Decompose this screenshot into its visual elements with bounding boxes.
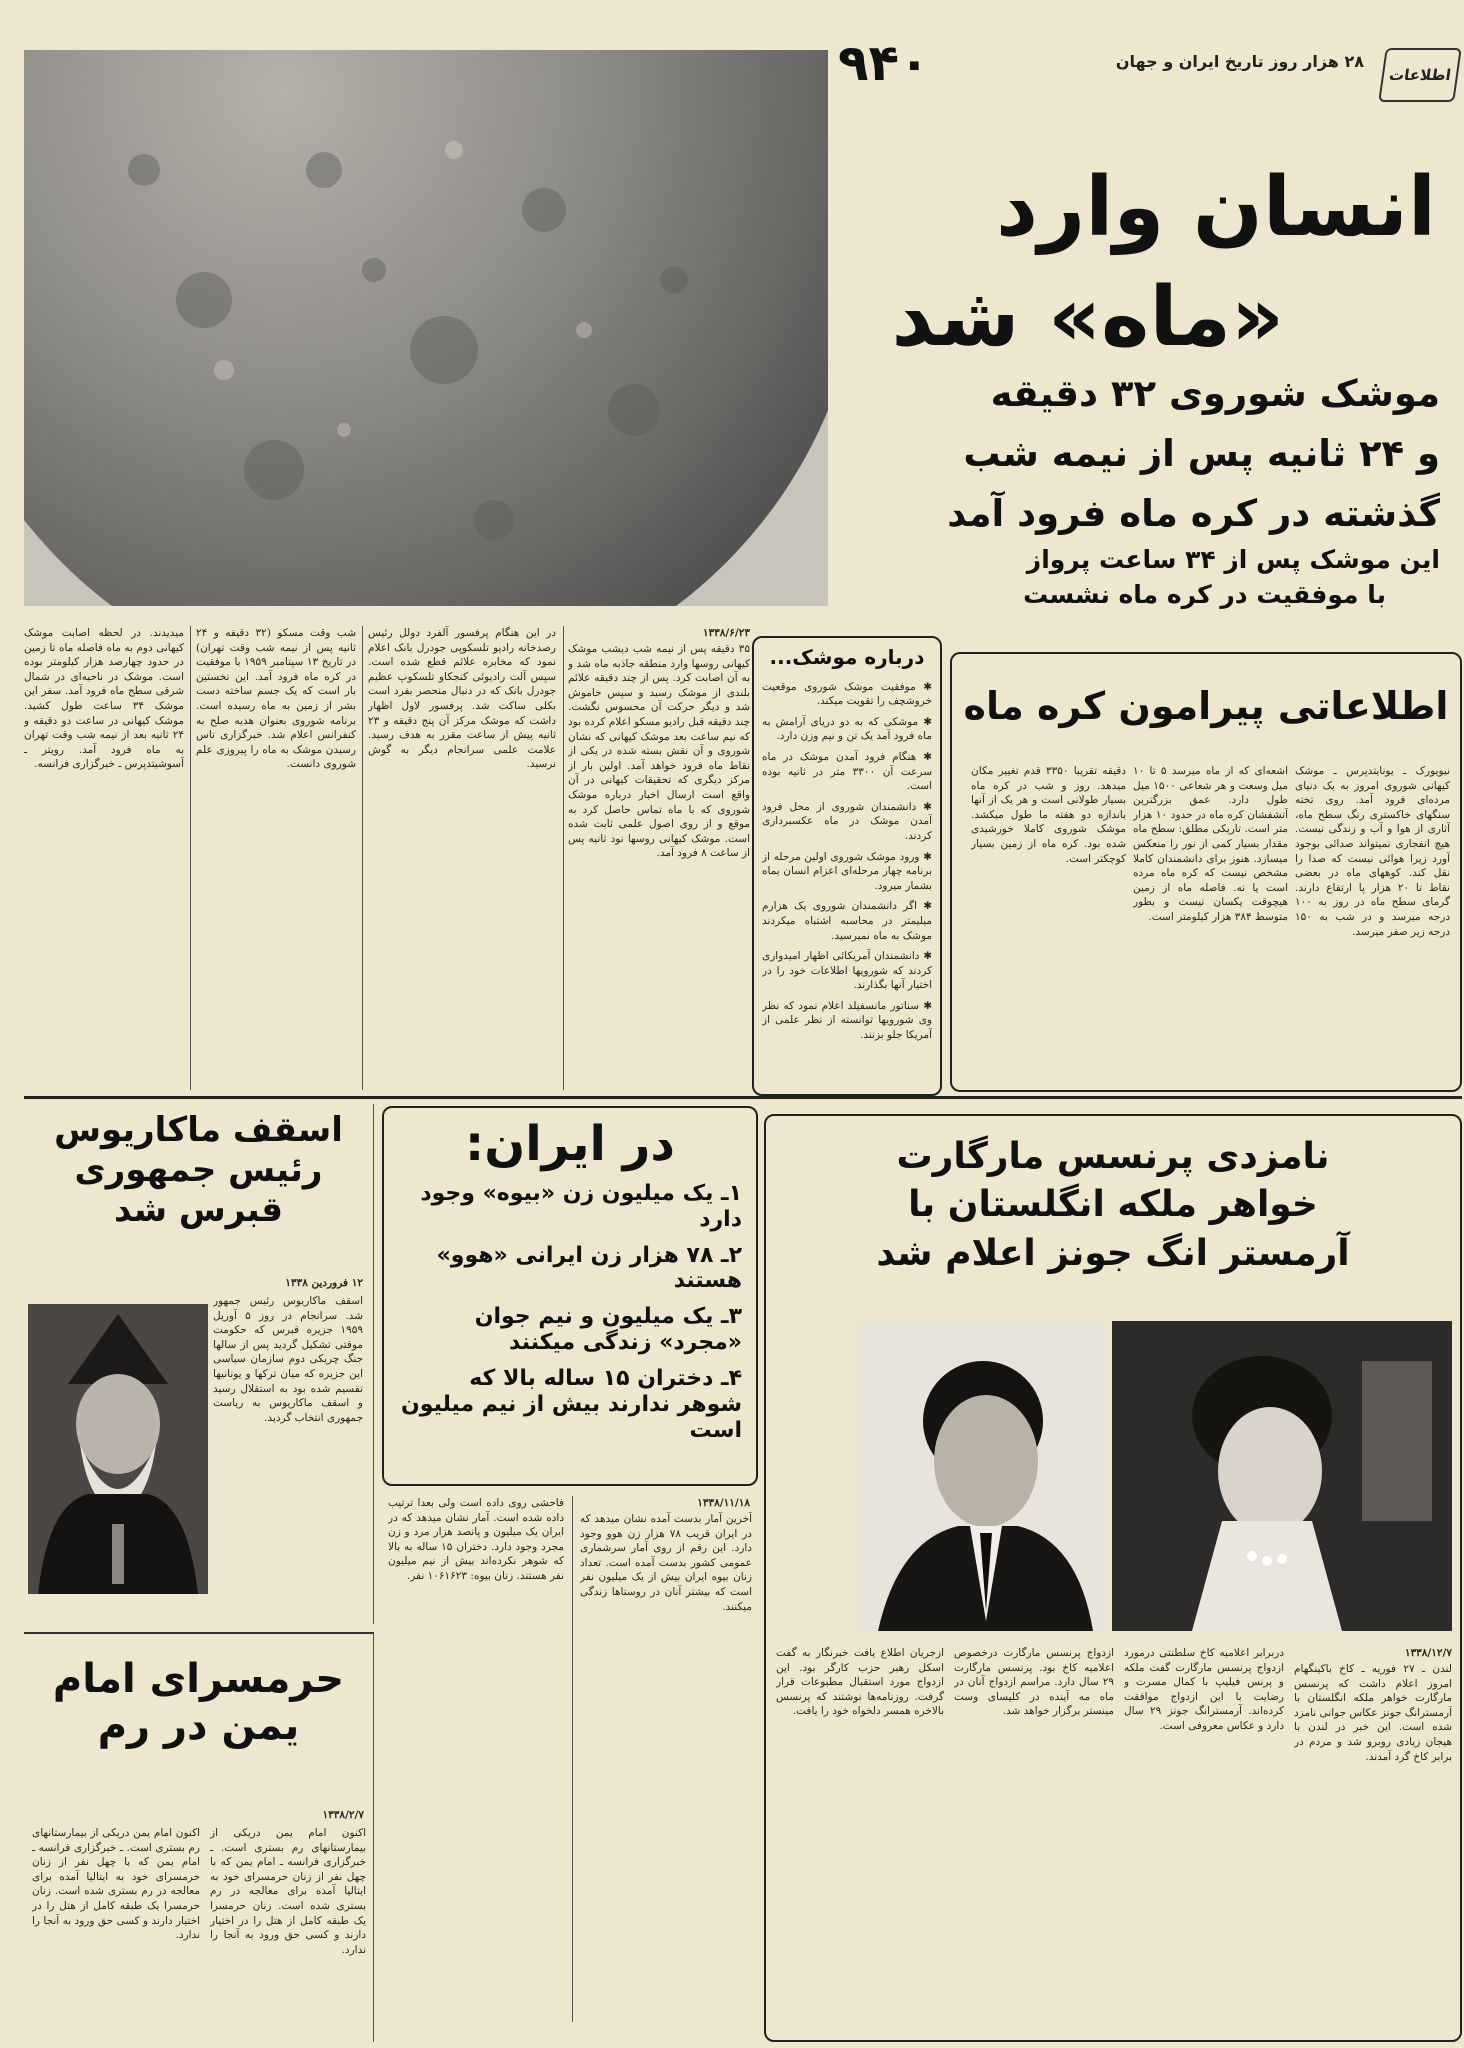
moon-subheadline-2: و ۲۴ ثانیه پس از نیمه شب: [963, 432, 1440, 475]
rocket-bullets: [762, 680, 932, 1070]
moon-headline-line1: انسان وارد: [995, 160, 1436, 255]
rocket-bullet: ✱ موفقیت موشک شوروی موقعیت خروشچف را تقویت میکند.: [762, 680, 932, 708]
moon-surface-illustration: [24, 50, 828, 606]
harem-article: [24, 1632, 374, 2042]
margaret-photo: [1112, 1321, 1452, 1631]
moon-story-date: ۱۳۳۸/۶/۲۳: [702, 627, 750, 639]
page-number: ۹۴۰: [838, 34, 930, 92]
moon-info-col1: نیویورک ـ یونایتدپرس ـ موشک کیهانی شوروی امروز به یک دنیای مرده‌ای فرود آمد. روی تخته سنگهای خاکستری رنگ سطح ماه، آثاری از هوا و آب و زندگی نیست. هیچ انفجاری نمیتواند صدائی بوجود آورد زیرا هوائی نیست که صدا را نقل کند. کوههای ماه در بعضی نقاط تا ۲۰ هزار پا ارتفاع دارند. گرمای سطح ماه در روز به ۱۰۰ درجه میرسد و در شب به ۱۵۰ درجه زیر صفر میرسد.: [1295, 765, 1450, 938]
iran-stats-line4: ۴ـ دختران ۱۵ ساله بالا که شوهر ندارند بیش از نیم میلیون است: [401, 1366, 742, 1444]
iran-stats-date: ۱۳۳۸/۱۱/۱۸: [697, 1497, 750, 1509]
moon-subheadline-1: موشک شوروی ۳۲ دقیقه: [990, 372, 1440, 415]
moon-story-col2: در این هنگام پرفسور آلفرد دولل رئیس رصدخانه رادیو تلسکوپی جودرل بانک اعلام نمود که مخابره علائم قطع شده است. سپس آلت رادیوئی کنجکاو تلسکوپ عظیم جودرل بانک که در دنبال منحصر بفرد است بکلی ساکت شد. پرفسور لاول اظهار داشت که موشک مرکز آن پنج دقیقه و ۲۳ ثانیه پیش از ساعت مقرر به هدف رسید. علامت علمی سرانجام دیگر به گوش نرسید.: [368, 627, 556, 771]
margaret-col4: ازجریان اطلاع یافت خبرنگار به گفت اسکل رهبر حزب کارگر بود. این ازدواج مورد استقبال مطبوعات قرار گرفت. روزنامه‌ها نوشتند که پرنسس بالاخره همسر دلخواه خود را یافت.: [776, 1647, 944, 1718]
margaret-article: [764, 1114, 1462, 2042]
margaret-title-line1: نامزدی پرنسس مارگارت: [896, 1136, 1330, 1177]
iran-stats-title: در ایران:: [465, 1116, 675, 1172]
makarios-title: اسقف ماکاریوس رئیس جمهوری قبرس شد: [54, 1110, 343, 1231]
moon-info-col2: اشعه‌ای که از ماه میرسد ۵ تا ۱۰ میل وسعت و هر شعاعی ۱۵۰۰ میل طول دارد. عمق بزرگترین آتشفشان کره ماه در حدود ۱۰ هزار متر است. تاریکی مطلق: سطح ماه مقدار بسیار کمی از نور را منعکس میسازد. هنوز برای دانشمندان کاملا مشخص نیست که کره ماه مرده است یا نه. فاصله ماه از زمین هیچوقت یکسان نیست و بطور متوسط ۳۸۴ هزار کیلومتر است.: [1133, 765, 1288, 923]
moon-story-col3: شب وقت مسکو (۳۲ دقیقه و ۲۴ ثانیه پس از نیمه شب وقت تهران) در تاریخ ۱۳ سپتامبر ۱۹۵۹ با موفقیت در کره ماه فرود آمد. این نخستین بار است که یک جسم ساخته دست بشر از زمین به ماه رسیده است. برنامه شوروی بعنوان هدیه صلح به کنفرانس اعلام شد. خبرگزاری تاس رسیدن موشک به ماه را پیروزی علم شوروی دانست.: [196, 627, 356, 771]
makarios-portrait: [28, 1304, 208, 1594]
iran-stats-line1: ۱ـ یک میلیون زن «بیوه» وجود دارد: [420, 1180, 742, 1232]
makarios-article: [24, 1104, 374, 1624]
rocket-bullet: ✱ دانشمندان آمریکائی اظهار امیدواری کردند که شورویها اطلاعات خود را در اختیار آنها بگذارند.: [762, 950, 932, 992]
makarios-body: اسقف ماکاریوس رئیس جمهور شد. سرانجام در روز ۵ آوریل ۱۹۵۹ جزیره قبرس که حکومت موقتی تشکیل گردید پس از سالها جنگ چریکی دوم سازمان سیاسی این جزیره که میان ترکها و یونانیها تقسیم شده بود به استقلال رسید و اسقف ماکاریوس به ریاست جمهوری انتخاب گردید.: [213, 1295, 363, 1424]
moon-photo: [24, 50, 828, 606]
rocket-bullet: ✱ اگر دانشمندان شوروی یک هزارم میلیمتر در محاسبه اشتباه میکردند موشک به ماه نمیرسید.: [762, 900, 932, 942]
section-divider: [24, 1096, 1462, 1099]
armstrong-jones-photo: [858, 1321, 1106, 1631]
harem-date: ۱۳۳۸/۲/۷: [322, 1809, 364, 1821]
moon-subheadline-5: با موفقیت در کره ماه نشست: [1023, 580, 1386, 609]
harem-title: حرمسرای امام یمن در رم: [52, 1656, 345, 1750]
moon-subheadline-3: گذشته در کره ماه فرود آمد: [947, 492, 1440, 535]
rocket-bullet: ✱ سناتور مانسفیلد اعلام نمود که نظر وی شورویها توانسته از نظر علمی از آمریکا جلو بزنند.: [762, 999, 932, 1042]
moon-subheadline-4: این موشک پس از ۳۴ ساعت پرواز: [1026, 545, 1440, 574]
margaret-date: ۱۳۳۸/۱۲/۷: [1404, 1647, 1452, 1659]
moon-story-col1: ۳۵ دقیقه پس از نیمه شب دیشب موشک کیهانی روسها وارد منطقه جاذبه ماه شد و به آن اصابت کرد. پس از چند دقیقه علائم بلندی از موشک رسید و سپس خاموش شد و دیگر حرکت آن محسوس نگشت. چند دقیقه قبل رادیو مسکو اعلام کرده بود که نیم ساعت بعد موشک کیهانی که نشان شوروی و آن نقش بسته شده در یکی از نقاط ماه فرود خواهد آمد. اولین بار از مرکز دیگری که تحقیقات کیهانی در آن واقع است ارسال اخبار درباره موشک شوروی که با ماه تماس حاصل کرد به موقع و از روی اصول علمی ثابت شده است. موشک کیهانی روسها نود ثانیه پس از ساعت ۸ فرود آمد.: [568, 643, 750, 860]
series-title: ۲۸ هزار روز تاریخ ایران و جهان: [1115, 52, 1364, 71]
iran-stats-col1: آخرین آمار بدست آمده نشان میدهد که در ایران قریب ۷۸ هزار زن هوو وجود دارد. این رقم از روی آمار سرشماری عمومی کشور بدست آمده است. تعداد زنان بیوه ایران بیش از یک میلیون نفر است که بیشتر آنان در روستاها زندگی میکنند.: [580, 1513, 752, 1613]
moon-info-title: اطلاعاتی پیرامون کره ماه: [963, 684, 1449, 728]
margaret-title-line3: آرمستر انگ جونز اعلام شد: [876, 1232, 1350, 1274]
moon-info-box: [950, 652, 1462, 1092]
margaret-col2: دربرابر اعلامیه کاخ سلطنتی درمورد ازدواج پرنسس مارگارت گفت ملکه و پرنس فیلیپ با کمال مسرت و رضایت با این ازدواج موافقت کرده‌اند. آرمسترانگ جونز ۲۹ سال دارد و عکاس معروفی است.: [1124, 1647, 1284, 1732]
rocket-bullet: ✱ هنگام فرود آمدن موشک در ماه سرعت آن ۳۳۰۰ متر در ثانیه بوده است.: [762, 750, 932, 793]
iran-stats-box: [382, 1106, 758, 1486]
rocket-box-title: درباره موشک...: [769, 645, 925, 669]
rocket-facts-box: [752, 636, 942, 1096]
newspaper-logo: اطلاعات: [1378, 48, 1462, 102]
moon-story-col4: میدیدند. در لحظه اصابت موشک کیهانی دوم به ماه فاصله ماه تا زمین در حدود چهارصد هزار کیلومتر بوده است. موشک در ناحیه‌ای در شمال شرقی سطح ماه فرود آمد. سفر این موشک ۳۴ ساعت طول کشید. موشک کیهانی در ساعت دو دقیقه و ۲۴ ثانیه بعد از نیمه شب وقت تهران به ماه فرود آمد. رویتر ـ آسوشیتدپرس ـ خبرگزاری فرانسه.: [24, 627, 184, 771]
iran-stats-line2: ۲ـ ۷۸ هزار زن ایرانی «هوو» هستند: [436, 1242, 742, 1294]
moon-info-col3: دقیقه تقریبا ۳۳۵۰ قدم تغییر مکان میدهد. روز و شب در کره ماه بسیار طولانی است و هر یک از آنها باندازه دو هفته ما طول میکشد. موشک شوروی کاملا خورشیدی شده بود. کره ماه از زمین بسیار کوچکتر است.: [971, 765, 1126, 865]
iran-stats-col2: فاحشی روی داده است ولی بعدا ترتیب داده شده است. آمار نشان میدهد که در ایران یک میلیون و پانصد هزار مرد و زن مجرد وجود دارد. دختران ۱۵ ساله به بالا که شوهر نکرده‌اند بیش از نیم میلیون نفر هستند. زنان بیوه: ۱۰۶۱۶۲۳ نفر.: [388, 1497, 564, 1582]
margaret-title-line2: خواهر ملکه انگلستان با: [908, 1184, 1318, 1226]
makarios-date: ۱۲ فروردین ۱۳۳۸: [285, 1277, 363, 1289]
harem-body-left: اکنون امام یمن دریکی از بیمارستانهای رم بستری است. ـ خبرگزاری فرانسه ـ امام یمن که با چهل نفر از زنان حرمسرای خود به ایتالیا آمده برای معالجه در رم بستری شده است. زنان حرمسرا یک طبقه کامل از هتل را در اختیار دارند و کسی حق ورود به آنجا را ندارد.: [32, 1827, 200, 1942]
rocket-bullet: ✱ ورود موشک شوروی اولین مرحله از برنامه چهار مرحله‌ای اعزام انسان بماه بشمار میرود.: [762, 850, 932, 892]
moon-headline-line2: «ماه» شد: [891, 270, 1284, 365]
rocket-bullet: ✱ موشکی که به دو دریای آرامش به ماه فرود آمد یک تن و نیم وزن دارد.: [762, 715, 932, 743]
margaret-col3: ازدواج پرنسس مارگارت درخصوص اعلامیه کاخ بود. پرنسس مارگارت ۲۹ سال دارد. مراسم ازدواج آنان در ماه مه آینده در کلیسای وست مینستر برگزار خواهد شد.: [954, 1647, 1114, 1718]
harem-body-right: اکنون امام یمن دریکی از بیمارستانهای رم بستری است. ـ خبرگزاری فرانسه ـ امام یمن که با چهل نفر از زنان حرمسرای خود به ایتالیا آمده برای معالجه در رم بستری شده است. زنان حرمسرا یک طبقه کامل از هتل را در اختیار دارند و کسی حق ورود به آنجا را ندارد.: [210, 1827, 366, 1956]
iran-stats-line3: ۳ـ یک میلیون و نیم جوان «مجرد» زندگی میکنند: [474, 1304, 742, 1356]
rocket-bullet: ✱ دانشمندان شوروی از محل فرود آمدن موشک در ماه عکسبرداری کردند.: [762, 800, 932, 842]
margaret-col1: لندن ـ ۲۷ فوریه ـ کاخ باکینگهام امروز اعلام داشت که پرنسس مارگارت خواهر ملکه انگلستان با آرمسترانگ جونز عکاس جوانی نامزد شده است. این خبر در لندن با هیجان زیادی روبرو شد و مردم در برابر کاخ گرد آمدند.: [1294, 1663, 1452, 1763]
